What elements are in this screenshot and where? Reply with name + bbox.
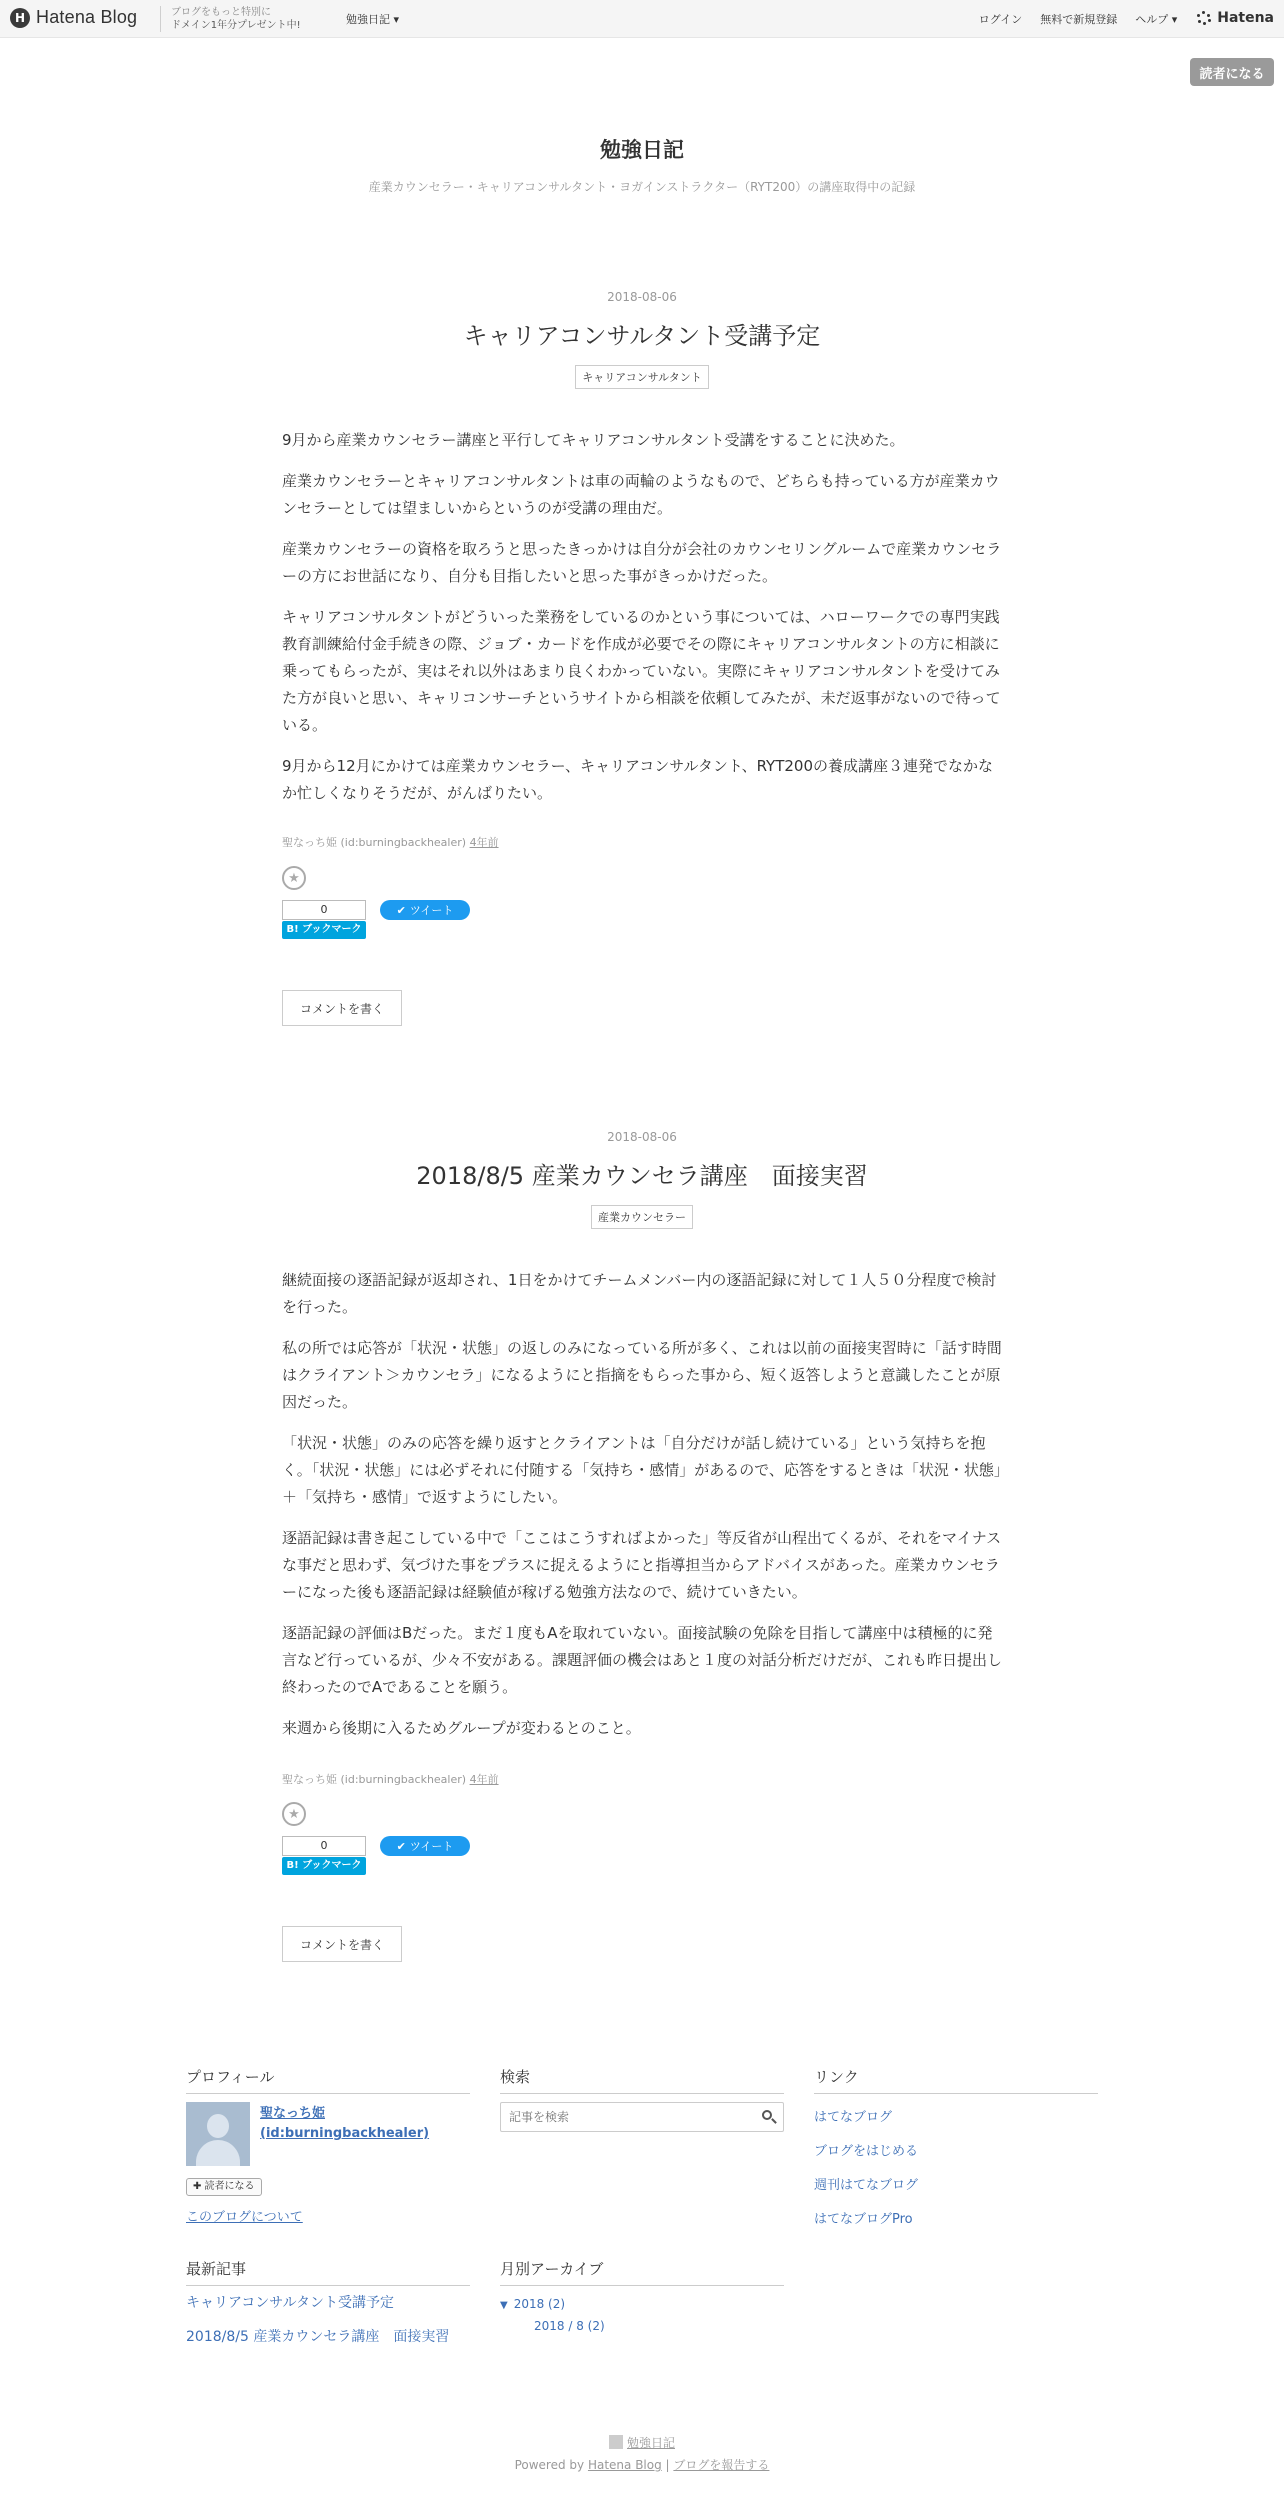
timestamp-link[interactable]: 4年前 xyxy=(469,836,499,849)
author-link[interactable]: 聖なっち姫 (id:burningbackhealer) xyxy=(282,1773,467,1786)
promo-line-1: ブログをもっと特別に xyxy=(171,7,271,18)
report-blog-link[interactable]: ブログを報告する xyxy=(673,2458,770,2472)
paragraph: 私の所では応答が「状況・状態」の返しのみになっている所が多く、これは以前の面接実習時に「話す時間はクライアント＞カウンセラ」になるようにと指摘をもらった事から、短く返答しようと意識したことが原因だった。 xyxy=(282,1339,1002,1411)
entry-title[interactable]: キャリアコンサルタント受講予定 xyxy=(463,322,821,350)
entry-title[interactable]: 2018/8/5 産業カウンセラ講座 面接実習 xyxy=(416,1162,868,1190)
profile-title: プロフィール xyxy=(186,2066,470,2094)
entry-content xyxy=(282,1267,1004,1756)
profile-name: 聖なっち姫 xyxy=(260,2106,326,2121)
profile-name-link[interactable] xyxy=(260,2104,429,2144)
hatena-dots-icon xyxy=(1197,11,1211,25)
recent-entry-link[interactable]: キャリアコンサルタント受講予定 xyxy=(186,2295,395,2311)
promo-line-2: ドメイン1年分プレゼント中! xyxy=(171,20,301,31)
tweet-button[interactable] xyxy=(380,1836,470,1856)
bookmark-count: 0 xyxy=(282,900,366,920)
search-module xyxy=(500,2066,784,2146)
search-input[interactable] xyxy=(500,2102,784,2132)
link-start-blog[interactable]: ブログをはじめる xyxy=(814,2144,919,2159)
profile-module xyxy=(186,2066,470,2236)
link-hatena-blog[interactable]: はてなブログ xyxy=(814,2110,893,2125)
paragraph: 産業カウンセラーの資格を取ろうと思ったきっかけは自分が会社のカウンセリングルームで産業カウンセラーの方にお世話になり、自分も目指したいと思った事がきっかけだった。 xyxy=(282,540,1002,585)
profile-subscribe-button[interactable]: ✚ 読者になる xyxy=(186,2178,262,2196)
domain-promo-banner[interactable] xyxy=(160,6,301,32)
entry-content xyxy=(282,427,1004,821)
links-title: リンク xyxy=(814,2066,1098,2094)
paragraph: キャリアコンサルタントがどういった業務をしているのかという事については、ハローワークでの専門実践教育訓練給付金手続きの際、ジョブ・カードを作成が必要でその際にキャリアコンサルタントの方に相談に乗ってもらったが、実はそれ以外はあまり良くわかっていない。実際にキャリアコンサルタントを受けてみた方が良いと思い、キャリコンサーチというサイトから相談を依頼してみたが、未だ返事がないので待っている。 xyxy=(282,608,1001,734)
hatena-blog-footer-link[interactable]: Hatena Blog xyxy=(587,2458,662,2472)
bookmark-button[interactable]: B! ブックマーク xyxy=(282,921,366,939)
hatena-blog-logo[interactable] xyxy=(10,7,137,28)
blog-menu-dropdown[interactable]: 勉強日記 ▾ xyxy=(346,13,400,26)
bookmark-count: 0 xyxy=(282,1836,366,1856)
link-weekly-hatena-blog[interactable]: 週刊はてなブログ xyxy=(814,2178,919,2193)
login-link[interactable]: ログイン xyxy=(978,13,1023,26)
hatena-menu[interactable] xyxy=(1197,10,1274,26)
paragraph: 逐語記録は書き起こしている中で「ここはこうすればよかった」等反省が山程出てくるが、それをマイナスな事だと思わず、気づけた事をプラスに捉えるようにと指導担当からアドバイスがあった。産業カウンセラーになった後も逐語記録は経験値が稼げる勉強方法なので、続けていきたい。 xyxy=(282,1529,1002,1601)
footer-separator: | xyxy=(661,2458,674,2472)
header-right-menu xyxy=(961,11,1274,27)
category-tag[interactable]: キャリアコンサルタント xyxy=(575,365,708,389)
footer-blog-link[interactable] xyxy=(0,2434,1284,2451)
paragraph: 来週から後期に入るためグループが変わるとのこと。 xyxy=(282,1719,641,1737)
timestamp-link[interactable]: 4年前 xyxy=(469,1773,499,1786)
recent-entries-module xyxy=(186,2258,470,2368)
twitter-bird-icon: ✔ xyxy=(396,1839,406,1853)
recent-list xyxy=(186,2292,449,2360)
links-module xyxy=(814,2066,1098,2256)
archive-module xyxy=(500,2258,784,2348)
about-blog-link[interactable]: このブログについて xyxy=(186,2210,303,2225)
subscribe-button[interactable]: 読者になる xyxy=(1190,58,1274,86)
blog-favicon-icon xyxy=(609,2435,623,2449)
help-dropdown[interactable]: ヘルプ ▾ xyxy=(1135,13,1178,26)
author-link[interactable]: 聖なっち姫 (id:burningbackhealer) xyxy=(282,836,467,849)
entry-footer xyxy=(282,1771,499,1787)
archive-month-link[interactable]: 2018 / 8 (2) xyxy=(534,2319,605,2333)
archive-tree xyxy=(500,2294,605,2336)
tweet-label: ツイート xyxy=(409,1840,454,1853)
entry-header xyxy=(0,1130,1284,1229)
add-star-icon[interactable]: ★ xyxy=(282,1802,306,1826)
avatar[interactable] xyxy=(186,2102,250,2166)
blog-description: 産業カウンセラー・キャリアコンサルタント・ヨガインストラクター（RYT200）の講座取得中の記録 xyxy=(368,180,916,194)
entry-categories xyxy=(0,365,1284,389)
entry-date[interactable]: 2018-08-06 xyxy=(607,1130,677,1144)
signup-link[interactable]: 無料で新規登録 xyxy=(1040,13,1118,26)
search-icon[interactable] xyxy=(760,2108,778,2126)
hatena-bookmark-widget[interactable] xyxy=(282,900,366,939)
paragraph: 9月から12月にかけては産業カウンセラー、キャリアコンサルタント、RYT200の養成講座３連発でなかなか忙しくなりそうだが、がんばりたい。 xyxy=(282,757,994,802)
hatena-label: Hatena xyxy=(1217,10,1274,26)
recent-title: 最新記事 xyxy=(186,2258,470,2286)
write-comment-button[interactable]: コメントを書く xyxy=(282,1926,402,1962)
hatena-logo-icon: H xyxy=(10,8,30,28)
global-header xyxy=(0,0,1284,38)
expand-triangle-icon[interactable]: ▼ xyxy=(500,2300,508,2311)
entry-categories xyxy=(0,1205,1284,1229)
footer-powered xyxy=(0,2456,1284,2473)
link-hatena-blog-pro[interactable]: はてなブログPro xyxy=(814,2212,913,2227)
recent-entry-link[interactable]: 2018/8/5 産業カウンセラ講座 面接実習 xyxy=(186,2329,450,2345)
category-tag[interactable]: 産業カウンセラー xyxy=(591,1205,693,1229)
hatena-bookmark-widget[interactable] xyxy=(282,1836,366,1875)
entry-header xyxy=(0,290,1284,389)
paragraph: 「状況・状態」のみの応答を繰り返すとクライアントは「自分だけが話し続けている」という気持ちを抱く。「状況・状態」には必ずそれに付随する「気持ち・感情」があるので、応答をするときは「状況・状態」＋「気持ち・感情」で返すようにしたい。 xyxy=(282,1434,1002,1506)
blog-title[interactable]: 勉強日記 xyxy=(600,138,684,162)
entry-footer xyxy=(282,834,499,850)
archive-year-label[interactable]: 2018 (2) xyxy=(513,2297,566,2311)
archive-year[interactable] xyxy=(500,2294,605,2316)
archive-title: 月別アーカイブ xyxy=(500,2258,784,2286)
profile-id: (id:burningbackhealer) xyxy=(260,2126,430,2141)
bookmark-button[interactable]: B! ブックマーク xyxy=(282,1857,366,1875)
tweet-label: ツイート xyxy=(409,904,454,917)
paragraph: 産業カウンセラーとキャリアコンサルタントは車の両輪のようなもので、どちらも持っている方が産業カウンセラーとしては望ましいからというのが受講の理由だ。 xyxy=(282,472,1000,517)
powered-prefix: Powered by xyxy=(514,2458,588,2472)
paragraph: 逐語記録の評価はBだった。まだ１度もAを取れていない。面接試験の免除を目指して講座中は積極的に発言など行っているが、少々不安がある。課題評価の機会はあと１度の対話分析だけだが、これも昨日提出し終わったのでAであることを願う。 xyxy=(282,1624,1003,1696)
logo-text: Hatena Blog xyxy=(36,7,138,27)
entry-date[interactable]: 2018-08-06 xyxy=(607,290,677,304)
paragraph: 継続面接の逐語記録が返却され、1日をかけてチームメンバー内の逐語記録に対して１人５０分程度で検討を行った。 xyxy=(282,1271,997,1316)
paragraph: 9月から産業カウンセラー講座と平行してキャリアコンサルタント受講をすることに決めた。 xyxy=(282,431,905,449)
link-list xyxy=(814,2106,918,2242)
add-star-icon[interactable]: ★ xyxy=(282,866,306,890)
tweet-button[interactable] xyxy=(380,900,470,920)
footer-blog-name: 勉強日記 xyxy=(626,2436,675,2450)
search-title: 検索 xyxy=(500,2066,784,2094)
write-comment-button[interactable]: コメントを書く xyxy=(282,990,402,1026)
twitter-bird-icon: ✔ xyxy=(396,903,406,917)
